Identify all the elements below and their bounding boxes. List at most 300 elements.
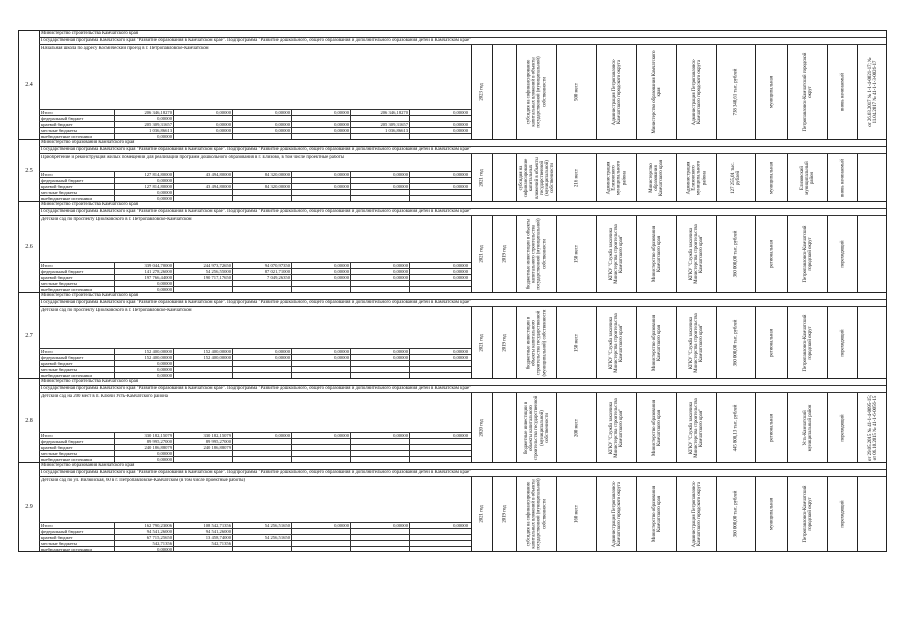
end-year-text: 2021 год — [479, 168, 485, 187]
col-expertise — [857, 45, 888, 139]
investment-form-text: субсидия на софинансирование капитальных вложений в объекты государственной (муниципальной) собственности — [526, 56, 547, 128]
significance-text: региональная — [768, 413, 774, 442]
developer-text: КГКУ "Служба заказчика Министерства строительства Камчатского края" — [608, 397, 625, 458]
funding-value: 0,00000 — [233, 433, 292, 438]
col-responsible-body — [636, 477, 676, 551]
funding-value: 0,00000 — [351, 349, 410, 354]
col-end-year — [471, 307, 492, 378]
col-customer — [676, 393, 716, 462]
funding-source-label: внебюджетные источники — [39, 287, 115, 292]
funding-value: 0,00000 — [351, 263, 410, 268]
funding-value: 1 036,86613 — [115, 128, 174, 133]
funding-value: 152 400,00000 — [115, 355, 174, 360]
funding-value: 89 995,27000 — [174, 439, 233, 444]
end-year-text: 2020 год — [479, 418, 485, 437]
status-text: вновь начинаемый — [839, 72, 845, 112]
funding-source-label: федеральный бюджет — [39, 269, 115, 274]
funding-source-label: внебюджетные источники — [39, 373, 115, 378]
status-text: переходящий — [839, 328, 845, 357]
program-title: Государственная программа Камчатского края "Развитие образования в Камчатском крае". Подпрограмма "Развитие дошкольного, общего образования и дополнительного образования детей в Камчатском крае" — [39, 300, 886, 307]
col-status — [827, 477, 857, 551]
estimated-cost-text: 445 808,13 тыс. рублей — [733, 404, 739, 451]
funding-value: 542,71356 — [174, 541, 233, 546]
expertise-text: от 26.03.2017 № 1-1-4-0021-17; № 11.04.2017 № 41-1-1-3-0026-17 — [867, 57, 878, 127]
funding-value: 0,00000 — [453, 128, 468, 133]
funding-source-label: краевой бюджет — [39, 445, 115, 450]
funding-value: 0,00000 — [115, 367, 174, 372]
status-text: вновь начинаемый — [839, 158, 845, 197]
ministry-title: Министерство строительства Камчатского края — [39, 293, 886, 300]
col-estimated-cost — [716, 154, 755, 201]
col-estimated-cost — [716, 216, 755, 292]
row-number: 2.6 — [19, 202, 40, 292]
funding-value: 0,00000 — [351, 184, 410, 189]
funding-value: 0,00000 — [292, 355, 351, 360]
program-title: Государственная программа Камчатского края "Развитие образования в Камчатском крае". Подпрограмма "Развитие дошкольного, общего образования и дополнительного образования детей в Камчатском крае" — [39, 38, 886, 45]
funding-value: 240 186,88079 — [115, 445, 174, 450]
funding-value: 0,00000 — [233, 355, 292, 360]
status-text: переходящий — [839, 413, 845, 442]
funding-source-label: местные бюджеты — [39, 281, 115, 286]
col-municipality — [787, 307, 827, 378]
funding-value: 244 973,72650 — [174, 263, 233, 268]
funding-value: 0,00000 — [174, 110, 233, 115]
funding-value: 0,00000 — [453, 269, 468, 274]
responsible-body-text: Министерство образования Камчатского края — [648, 159, 665, 196]
col-status — [827, 393, 857, 462]
table-row — [18, 292, 887, 378]
col-significance — [755, 477, 787, 551]
col-investment-form — [516, 393, 556, 462]
col-estimated-cost — [716, 307, 755, 378]
col-estimated-cost — [716, 477, 755, 551]
funding-value: 0,00000 — [351, 355, 410, 360]
funding-source-label: федеральный бюджет — [39, 116, 115, 121]
funding-value: 84 320,00000 — [233, 172, 292, 177]
col-expertise — [857, 307, 888, 378]
investment-form-text: субсидия на софинансирование капитальных вложений в объекты государственной (муниципальной) собственности — [526, 478, 547, 550]
status-text: переходящий — [839, 500, 845, 528]
developer-text: КГКУ "Служба заказчика Министерства строительства Камчатского края" — [608, 312, 625, 373]
table-row — [18, 139, 887, 201]
ministry-title: Министерство строительства Камчатского края — [39, 31, 886, 38]
funding-value: 87 021,71000 — [233, 269, 292, 274]
col-start-year — [492, 216, 516, 292]
funding-source-label: местные бюджеты — [39, 190, 115, 195]
funding-value: 84 320,00000 — [233, 184, 292, 189]
funding-value: 0,00000 — [233, 349, 292, 354]
customer-text: КГКУ "Служба заказчика Министерства строительства Камчатского края" — [688, 397, 705, 458]
col-significance — [755, 216, 787, 292]
funding-value — [351, 547, 410, 552]
col-responsible-body — [636, 393, 676, 462]
object-name: Приобретение и реконструкция жилых помещений для реализации программ дошкольного образования в г. Елизово, в том числе проектные работы — [41, 155, 345, 160]
col-capacity — [556, 216, 596, 292]
funding-value: 0,00000 — [453, 110, 468, 115]
capacity-text: 216 мест — [573, 168, 579, 187]
col-customer — [676, 477, 716, 551]
ministry-title: Министерство образования Камчатского края — [39, 463, 886, 470]
funding-value: 0,00000 — [351, 172, 410, 177]
funding-value: 339 044,70000 — [115, 263, 174, 268]
funding-value: 206 346,18270 — [351, 110, 410, 115]
funding-value: 0,00000 — [233, 128, 292, 133]
end-year-text: 2023 год — [479, 83, 485, 101]
funding-value: 108 542,71356 — [174, 523, 233, 528]
funding-value: 0,00000 — [292, 172, 351, 177]
funding-value: 0,00000 — [115, 178, 174, 183]
responsible-body-text: Министерство образования Камчатского края — [651, 225, 662, 283]
estimated-cost-text: 360 000,00 тыс. рублей — [733, 319, 739, 366]
funding-value: 0,00000 — [115, 373, 174, 378]
funding-value: 141 278,26000 — [115, 269, 174, 274]
end-year-text: 2021 год — [479, 505, 485, 523]
customer-text: Администрация Петропавловск-Камчатского городского округа — [691, 480, 702, 548]
developer-text: Администрация Елизовского муниципального района — [606, 160, 627, 195]
funding-value: 0,00000 — [292, 184, 351, 189]
col-municipality — [787, 477, 827, 551]
municipality-text: Петропавловск-Камчатский городской округ — [802, 485, 813, 543]
developer-text: КГКУ "Служба заказчика Министерства строительства Камчатского края" — [608, 224, 625, 284]
funding-value: 206 346,18270 — [115, 110, 174, 115]
row-number: 2.5 — [19, 140, 40, 201]
funding-value: 0,00000 — [292, 275, 351, 280]
program-title: Государственная программа Камчатского края "Развитие образования в Камчатском крае". Подпрограмма "Развитие дошкольного, общего образования и дополнительного образования детей в Камчатском крае" — [39, 209, 886, 216]
col-developer — [596, 393, 636, 462]
capacity-text: 500 мест — [573, 83, 579, 101]
funding-source-label: Итого — [39, 523, 115, 528]
col-end-year — [471, 154, 492, 201]
row-number: 2.8 — [19, 379, 40, 462]
funding-value: 0,00000 — [115, 457, 174, 462]
customer-text: КГКУ "Служба заказчика Министерства строительства Камчатского края" — [688, 312, 705, 373]
funding-value: 0,00000 — [453, 433, 468, 438]
col-responsible-body — [636, 216, 676, 292]
col-status — [827, 154, 857, 201]
col-capacity — [556, 393, 596, 462]
estimated-cost-text: 127 255,01 тыс. рублей — [730, 161, 741, 194]
customer-text: Администрация Елизовского муниципального района — [686, 160, 707, 195]
col-start-year — [492, 393, 516, 462]
significance-text: муниципальная — [768, 76, 774, 108]
funding-value: 0,00000 — [292, 110, 351, 115]
col-start-year — [492, 154, 516, 201]
col-start-year — [492, 45, 516, 139]
col-municipality — [787, 154, 827, 201]
funding-value: 162 790,23006 — [115, 523, 174, 528]
funding-value — [410, 547, 469, 552]
program-table — [18, 30, 887, 552]
col-status — [827, 307, 857, 378]
estimated-cost-text: 360 000,00 тыс. рублей — [733, 230, 739, 278]
municipality-text: Петропавловск-Камчатский городской округ — [802, 225, 813, 283]
significance-text: региональная — [768, 328, 774, 357]
col-expertise — [857, 477, 888, 551]
funding-source-label: Итого — [39, 263, 115, 268]
funding-value: 240 186,88079 — [174, 445, 233, 450]
funding-value: 0,00000 — [351, 523, 410, 528]
col-expertise — [857, 154, 888, 201]
table-row — [18, 378, 887, 462]
start-year-text: 2019 год — [501, 333, 507, 352]
ministry-title: Министерство образования Камчатского края — [39, 140, 886, 147]
funding-value: 94 541,26000 — [115, 529, 174, 534]
col-significance — [755, 45, 787, 139]
municipality-text: Усть-Камчатский муниципальный район — [802, 404, 813, 451]
col-responsible-body — [636, 45, 676, 139]
end-year-text: 2021 год — [479, 245, 485, 263]
col-end-year — [471, 45, 492, 139]
funding-value: 0,00000 — [292, 269, 351, 274]
funding-value: 94 541,26000 — [174, 529, 233, 534]
funding-value: 7 049,26350 — [233, 275, 292, 280]
col-responsible-body — [636, 154, 676, 201]
significance-text: муниципальная — [768, 498, 774, 530]
investment-form-text: бюджетные инвестиции в объекты капитального строительства государственной (муниципальной) собственности — [526, 218, 547, 290]
col-investment-form — [516, 45, 556, 139]
col-significance — [755, 307, 787, 378]
funding-value: 0,00000 — [292, 523, 351, 528]
funding-value: 0,00000 — [115, 190, 174, 195]
col-developer — [596, 477, 636, 551]
object-name: Детский сад по ул. Вилюйская, 60 в г. Петропавловске-Камчатском (в том числе проектные работы) — [41, 478, 246, 483]
funding-value: 0,00000 — [115, 547, 174, 552]
funding-value: 13 458,74000 — [174, 535, 233, 540]
col-developer — [596, 307, 636, 378]
funding-value: 542,71356 — [115, 541, 174, 546]
funding-value: 330 182,15079 — [115, 433, 174, 438]
funding-value: 0,00000 — [351, 275, 410, 280]
funding-value: 0,00000 — [351, 433, 410, 438]
funding-source-label: краевой бюджет — [39, 122, 115, 127]
funding-value: 0,00000 — [233, 122, 292, 127]
customer-text: Администрация Петропавловск-Камчатского городского округа — [691, 58, 702, 126]
col-expertise — [857, 393, 888, 462]
col-customer — [676, 307, 716, 378]
col-developer — [596, 216, 636, 292]
row-number: 2.7 — [19, 293, 40, 378]
funding-value: 0,00000 — [453, 523, 468, 528]
funding-source-label: Итого — [39, 110, 115, 115]
customer-text: КГКУ "Служба заказчика Министерства строительства Камчатского края" — [688, 224, 705, 284]
col-customer — [676, 216, 716, 292]
funding-value: 205 309,31657 — [115, 122, 174, 127]
funding-source-label: краевой бюджет — [39, 275, 115, 280]
start-year-text: 2019 год — [501, 505, 507, 523]
funding-source-label: местные бюджеты — [39, 541, 115, 546]
col-estimated-cost — [716, 393, 755, 462]
funding-source-label: краевой бюджет — [39, 361, 115, 366]
col-customer — [676, 154, 716, 201]
col-end-year — [471, 393, 492, 462]
funding-value: 0,00000 — [115, 287, 174, 292]
funding-source-label: внебюджетные источники — [39, 457, 115, 462]
col-municipality — [787, 393, 827, 462]
funding-value: 0,00000 — [174, 122, 233, 127]
col-start-year — [492, 477, 516, 551]
funding-value: 0,00000 — [115, 116, 174, 121]
col-capacity — [556, 45, 596, 139]
funding-value: 0,00000 — [115, 451, 174, 456]
funding-value: 197 766,44000 — [115, 275, 174, 280]
funding-source-label: внебюджетные источники — [39, 547, 115, 552]
col-investment-form — [516, 307, 556, 378]
status-text: переходящий — [839, 240, 845, 268]
object-name: Начальная школа по адресу Космический проезд в г. Петропавловске-Камчатском — [41, 46, 209, 51]
funding-value: 190 717,17650 — [174, 275, 233, 280]
funding-value: 0,00000 — [453, 275, 468, 280]
col-expertise — [857, 216, 888, 292]
start-year-text: 2019 год — [501, 245, 507, 263]
funding-value: 330 182,15079 — [174, 433, 233, 438]
object-name: Детский сад на 200 мест в п. Ключи Усть-Камчатского района — [41, 394, 168, 399]
funding-value — [292, 547, 351, 552]
funding-value: 0,00000 — [453, 263, 468, 268]
funding-value: 0,00000 — [453, 172, 468, 177]
funding-value: 205 309,31657 — [351, 122, 410, 127]
funding-value: 43 494,80000 — [174, 184, 233, 189]
col-investment-form — [516, 154, 556, 201]
funding-source-label: краевой бюджет — [39, 535, 115, 540]
funding-source-label: федеральный бюджет — [39, 355, 115, 360]
funding-value — [233, 547, 292, 552]
funding-value: 0,00000 — [115, 281, 174, 286]
responsible-body-text: Министерство образования Камчатского края — [651, 50, 662, 134]
municipality-text: Елизовский муниципальный район — [799, 160, 816, 195]
funding-source-label: Итого — [39, 433, 115, 438]
program-title: Государственная программа Камчатского края "Развитие образования в Камчатском крае". Подпрограмма "Развитие дошкольного, общего образования и дополнительного образования детей в Камчатском крае" — [39, 386, 886, 393]
funding-source-label: Итого — [39, 349, 115, 354]
funding-source-label: краевой бюджет — [39, 184, 115, 189]
funding-value: 0,00000 — [233, 110, 292, 115]
significance-text: муниципальная — [768, 161, 774, 194]
funding-value: 0,00000 — [292, 122, 351, 127]
funding-value: 0,00000 — [453, 184, 468, 189]
funding-source-label: внебюджетные источники — [39, 134, 115, 139]
col-estimated-cost — [716, 45, 755, 139]
developer-text: Администрация Петропавловск-Камчатского городского округа — [611, 58, 622, 126]
funding-value: 43 494,80000 — [174, 172, 233, 177]
program-title: Государственная программа Камчатского края "Развитие образования в Камчатском крае". Подпрограмма "Развитие дошкольного, общего образования и дополнительного образования детей в Камчатском крае" — [39, 470, 886, 477]
col-end-year — [471, 216, 492, 292]
object-name: Детский сад по проспекту Циолковского в г. Петропавловске-Камчатском — [41, 217, 192, 222]
developer-text: Администрация Петропавловск-Камчатского городского округа — [611, 480, 622, 548]
col-significance — [755, 154, 787, 201]
row-number: 2.4 — [19, 31, 40, 139]
funding-source-label: внебюджетные источники — [39, 196, 115, 201]
ministry-title: Министерство строительства Камчатского края — [39, 202, 886, 209]
funding-value: 0,00000 — [351, 269, 410, 274]
col-customer — [676, 45, 716, 139]
col-status — [827, 45, 857, 139]
end-year-text: 2021 год — [479, 333, 485, 352]
responsible-body-text: Министерство образования Камчатского края — [651, 485, 662, 543]
funding-source-label: местные бюджеты — [39, 367, 115, 372]
col-municipality — [787, 216, 827, 292]
table-row — [18, 201, 887, 292]
expertise-text: от 29.05.2015 № 41-1-4-0095-15; от 06.10.2015 № 41-1-6-0056-15 — [867, 394, 878, 461]
municipality-text: Петропавловск-Камчатский городской округ — [802, 52, 813, 132]
col-developer — [596, 45, 636, 139]
responsible-body-text: Министерство образования Камчатского края — [651, 314, 662, 371]
funding-value: 127 814,80000 — [115, 172, 174, 177]
col-capacity — [556, 477, 596, 551]
funding-value: 0,00000 — [292, 349, 351, 354]
funding-value: 0,00000 — [292, 433, 351, 438]
funding-value — [174, 547, 233, 552]
investment-form-text: бюджетные инвестиции в объекты капитального строительства государственной (муниципальной) собственности — [523, 395, 550, 460]
investment-form-text: субсидия на софинансирование капитальных вложений в объекты государственной (муниципальной) собственности — [518, 156, 555, 199]
object-name: Детский сад по проспекту Циолковского в г. Петропавловске-Камчатском — [41, 308, 192, 313]
funding-row-extra-budget — [39, 546, 471, 552]
program-title: Государственная программа Камчатского края "Развитие образования в Камчатском крае". Подпрограмма "Развитие дошкольного, общего образования и дополнительного образования детей в Камчатском крае" — [39, 147, 886, 154]
funding-source-label: местные бюджеты — [39, 451, 115, 456]
funding-source-label: местные бюджеты — [39, 128, 115, 133]
investment-form-text: бюджетные инвестиции в объекты капитального строительства государственной (муниципальной) собственности — [526, 309, 547, 376]
funding-value: 152 400,00000 — [174, 355, 233, 360]
responsible-body-text: Министерство образования Камчатского края — [651, 399, 662, 456]
funding-source-label: федеральный бюджет — [39, 439, 115, 444]
funding-value: 0,00000 — [115, 134, 174, 139]
funding-source-label: Итого — [39, 172, 115, 177]
col-capacity — [556, 307, 596, 378]
funding-value: 54 256,51650 — [233, 535, 292, 540]
municipality-text: Петропавловск-Камчатский городской округ — [802, 314, 813, 371]
funding-value: 0,00000 — [453, 122, 468, 127]
col-end-year — [471, 477, 492, 551]
funding-value: 54 256,51650 — [233, 523, 292, 528]
funding-source-label: федеральный бюджет — [39, 178, 115, 183]
col-start-year — [492, 307, 516, 378]
funding-value: 152 400,00000 — [115, 349, 174, 354]
estimated-cost-text: 360 000,00 тыс. рублей — [733, 490, 739, 538]
funding-value: 152 400,00000 — [174, 349, 233, 354]
funding-value: 0,00000 — [453, 355, 468, 360]
funding-value: 0,00000 — [174, 128, 233, 133]
col-responsible-body — [636, 307, 676, 378]
col-investment-form — [516, 216, 556, 292]
funding-value: 54 256,55000 — [174, 269, 233, 274]
funding-value: 94 070,97350 — [233, 263, 292, 268]
funding-value: 0,00000 — [292, 263, 351, 268]
col-significance — [755, 393, 787, 462]
funding-source-label: федеральный бюджет — [39, 529, 115, 534]
funding-value: 67 715,25650 — [115, 535, 174, 540]
row-number: 2.9 — [19, 463, 40, 551]
col-status — [827, 216, 857, 292]
capacity-text: 150 мест — [573, 333, 579, 352]
capacity-text: 200 мест — [573, 418, 579, 437]
col-capacity — [556, 154, 596, 201]
col-investment-form — [516, 477, 556, 551]
estimated-cost-text: 738 340,61 тыс. рублей — [733, 68, 739, 116]
capacity-text: 160 мест — [573, 505, 579, 523]
col-municipality — [787, 45, 827, 139]
table-row — [18, 30, 887, 139]
col-developer — [596, 154, 636, 201]
significance-text: региональная — [768, 240, 774, 268]
capacity-text: 150 мест — [573, 245, 579, 263]
funding-value: 0,00000 — [115, 361, 174, 366]
funding-value: 89 995,27000 — [115, 439, 174, 444]
funding-value: 0,00000 — [453, 349, 468, 354]
table-row — [18, 462, 887, 552]
funding-value: 127 814,80000 — [115, 184, 174, 189]
funding-value: 1 036,86613 — [351, 128, 410, 133]
funding-value: 0,00000 — [292, 128, 351, 133]
funding-value: 0,00000 — [115, 196, 174, 201]
ministry-title: Министерство строительства Камчатского края — [39, 379, 886, 386]
